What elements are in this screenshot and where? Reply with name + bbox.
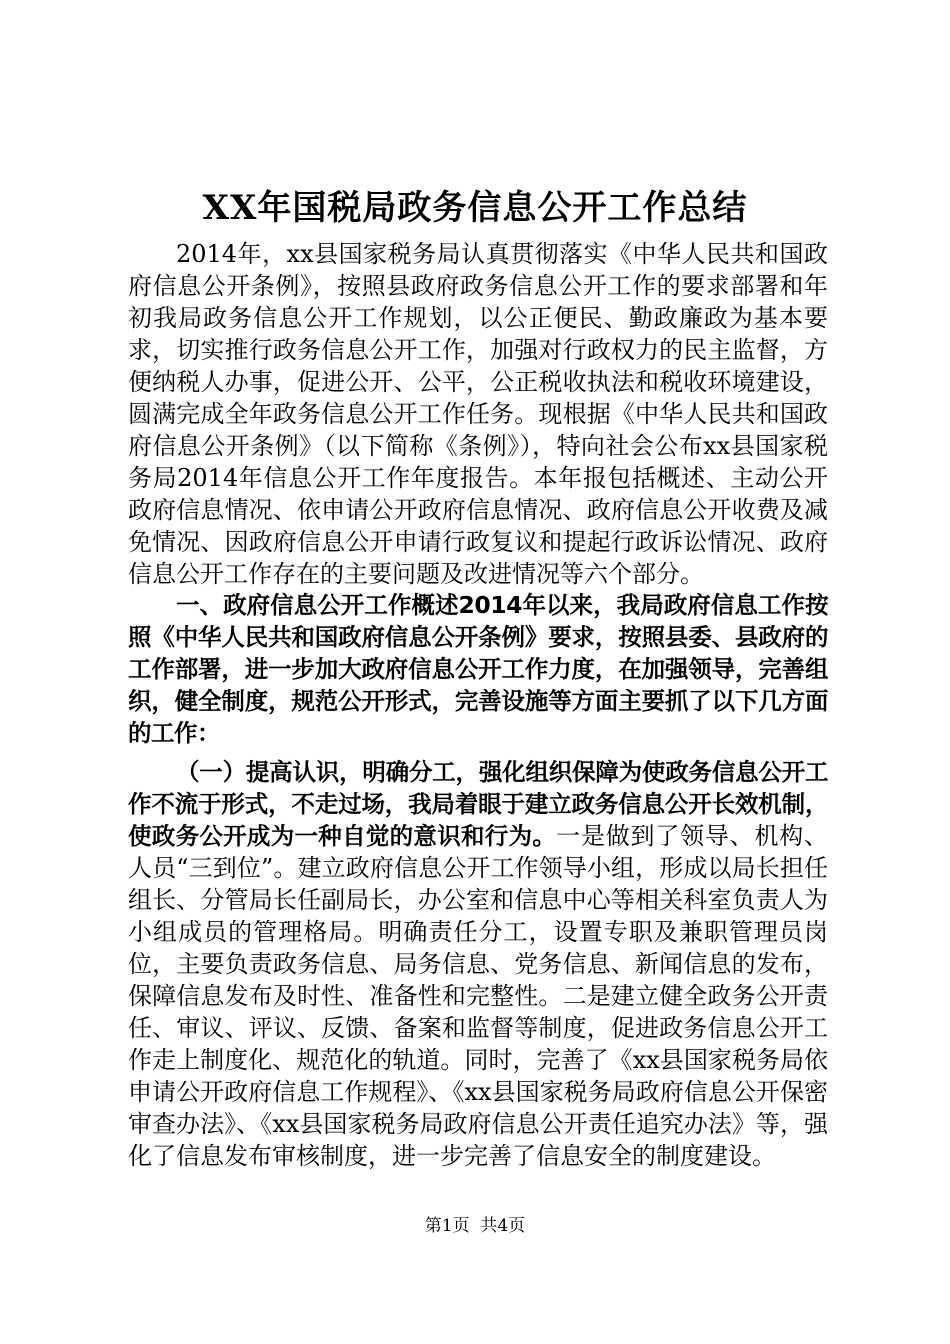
intro-paragraph: 2014年，xx县国家税务局认真贯彻落实《中华人民共和国政府信息公开条例》，按照县政府政务信息公开工作的要求部署和年初我局政务信息公开工作规划，以公正便民、勤政廉政为基本要求，切实推行政务信息公开工作，加强对行政权力的民主监督，方便纳税人办事，促进公开、公平，公正税收执法和税收环境建设，圆满完成全年政务信息公开工作任务。现根据《中华人民共和国政府信息公开条例》（以下简称《条例》），特向社会公布xx县国家税务局2014年信息公开工作年度报告。本年报包括概述、主动公开政府信息情况、依申请公开政府信息情况、政府信息公开收费及减免情况、因政府信息公开申请行政复议和提起行政诉讼情况、政府信息公开工作存在的主要问题及改进情况等六个部分。	[128, 240, 828, 588]
document-title: XX年国税局政务信息公开工作总结	[202, 188, 748, 228]
subsection-one-paragraph	[128, 756, 828, 1172]
section-overview-paragraph: 一、政府信息公开工作概述2014年以来，我局政府信息工作按照《中华人民共和国政府信息公开条例》要求，按照县委、县政府的工作部署，进一步加大政府信息公开工作力度，在加强领导，完善组织，健全制度，规范公开形式，完善设施等方面主要抓了以下几方面的工作：	[128, 591, 828, 747]
page-footer	[0, 1214, 950, 1238]
subsection-one-heading: （一）提高认识，明确分工，强化组织保障为使政务信息公开工作不流于形式，不走过场，我局着眼于建立政务信息公开长效机制，使政务公开成为一种自觉的意识和行为。	[128, 758, 828, 850]
page-number: 第1页 共4页	[424, 1216, 526, 1236]
subsection-one-body: 一是做到了领导、机构、人员“三到位”。建立政府信息公开工作领导小组，形成以局长担任组长、分管局长任副局长，办公室和信息中心等相关科室负责人为小组成员的管理格局。明确责任分工，设置专职及兼职管理员岗位，主要负责政务信息、局务信息、党务信息、新闻信息的发布，保障信息发布及时性、准备性和完整性。二是建立健全政务公开责任、审议、评议、反馈、备案和监督等制度，促进政务信息公开工作走上制度化、规范化的轨道。同时，完善了《xx县国家税务局依申请公开政府信息工作规程》、《xx县国家税务局政府信息公开保密审查办法》、《xx县国家税务局政府信息公开责任追究办法》等，强化了信息发布审核制度，进一步完善了信息安全的制度建设。	[128, 822, 829, 1170]
